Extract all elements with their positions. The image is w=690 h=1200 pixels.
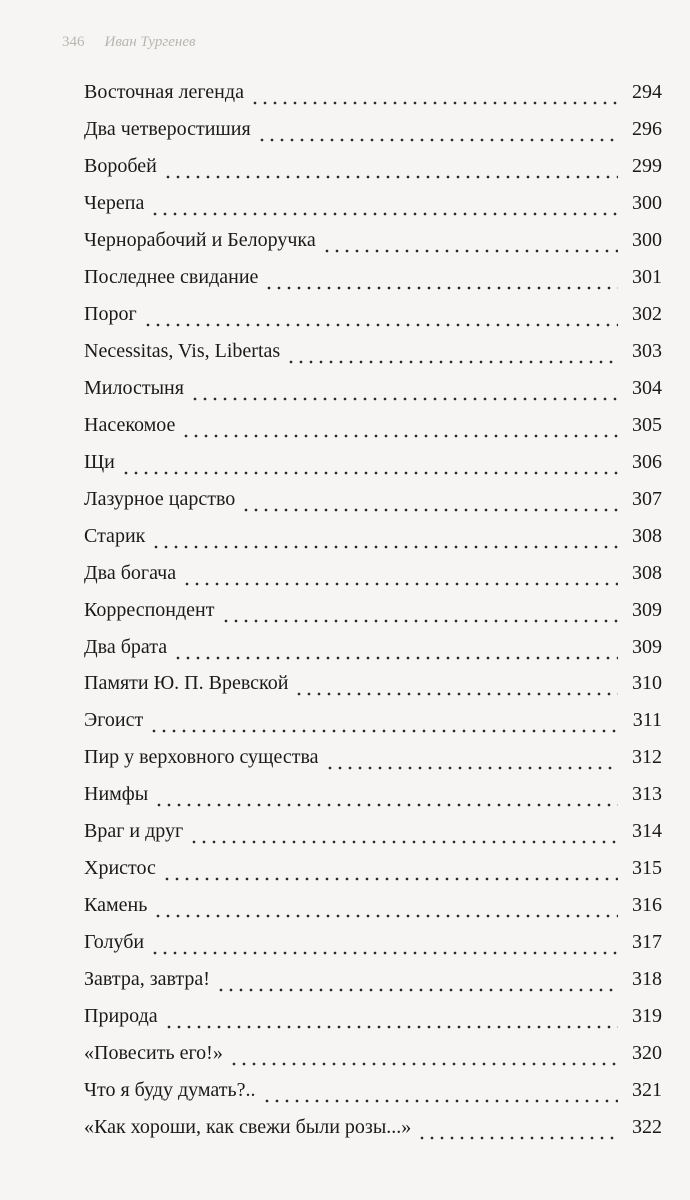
toc-entry-page: 308 <box>632 524 662 547</box>
toc-entry-page: 309 <box>632 635 662 658</box>
toc-entry <box>84 813 662 850</box>
running-header <box>62 34 196 51</box>
toc-entry-title: Насекомое <box>84 413 176 436</box>
toc-entry-page: 299 <box>632 155 662 178</box>
dot-leader <box>181 418 618 438</box>
toc-entry-page: 310 <box>632 672 662 695</box>
dot-leader <box>241 492 618 512</box>
toc-entry-title: Враг и друг <box>84 820 184 843</box>
toc-entry-page: 309 <box>632 598 662 621</box>
toc-entry-page: 307 <box>632 487 662 510</box>
dot-leader <box>221 603 619 623</box>
toc-entry-title: Милостыня <box>84 376 184 399</box>
dot-leader <box>264 270 618 290</box>
toc-entry-title: Два богача <box>84 561 177 584</box>
toc-entry-title: Природа <box>84 1004 158 1027</box>
dot-leader <box>257 122 618 142</box>
dot-leader <box>325 750 618 770</box>
dot-leader <box>294 676 618 696</box>
toc-entry-page: 308 <box>632 561 662 584</box>
toc-entry-title: Два брата <box>84 635 168 658</box>
dot-leader <box>229 1046 618 1066</box>
toc-entry <box>84 739 662 776</box>
toc-entry-page: 314 <box>632 820 662 843</box>
toc-entry <box>84 1108 662 1145</box>
toc-entry-title: Старик <box>84 524 146 547</box>
toc-entry-page: 296 <box>632 118 662 141</box>
toc-entry-page: 294 <box>632 81 662 104</box>
toc-entry-page: 316 <box>632 894 662 917</box>
toc-entry-page: 300 <box>632 229 662 252</box>
toc-entry-page: 306 <box>632 450 662 473</box>
toc-entry <box>84 887 662 924</box>
dot-leader <box>154 787 618 807</box>
toc-entry-title: «Как хороши, как свежи были розы...» <box>84 1115 412 1138</box>
toc-entry-page: 318 <box>632 967 662 990</box>
toc-entry-title: Христос <box>84 857 156 880</box>
toc-entry-page: 320 <box>632 1041 662 1064</box>
toc-entry-page: 300 <box>632 192 662 215</box>
dot-leader <box>162 861 618 881</box>
toc-entry <box>84 259 662 296</box>
toc-entry <box>84 222 662 259</box>
toc-entry-page: 304 <box>632 376 662 399</box>
dot-leader <box>121 455 618 475</box>
dot-leader <box>189 824 618 844</box>
table-of-contents <box>84 74 662 1145</box>
toc-entry <box>84 776 662 813</box>
dot-leader <box>216 972 618 992</box>
toc-entry-title: Что я буду думать?.. <box>84 1078 256 1101</box>
dot-leader <box>163 159 618 179</box>
toc-entry-page: 317 <box>632 931 662 954</box>
toc-entry-title: Корреспондент <box>84 598 215 621</box>
toc-entry-title: Завтра, завтра! <box>84 967 210 990</box>
toc-entry-page: 305 <box>632 413 662 436</box>
toc-entry-page: 311 <box>632 709 662 732</box>
toc-entry <box>84 665 662 702</box>
dot-leader <box>173 640 618 660</box>
toc-entry <box>84 480 662 517</box>
toc-entry <box>84 443 662 480</box>
header-page-number: 346 <box>62 34 85 50</box>
toc-entry-title: Нимфы <box>84 783 149 806</box>
toc-entry-title: Порог <box>84 303 137 326</box>
toc-entry-title: Камень <box>84 894 148 917</box>
toc-entry <box>84 333 662 370</box>
toc-entry-page: 312 <box>632 746 662 769</box>
toc-entry <box>84 961 662 998</box>
dot-leader <box>182 566 618 586</box>
toc-entry-title: Черепа <box>84 192 145 215</box>
dot-leader <box>250 85 618 105</box>
toc-entry-page: 313 <box>632 783 662 806</box>
toc-entry <box>84 554 662 591</box>
toc-entry-page: 319 <box>632 1004 662 1027</box>
dot-leader <box>417 1120 618 1140</box>
toc-entry-title: Щи <box>84 450 115 473</box>
toc-entry-page: 315 <box>632 857 662 880</box>
toc-entry <box>84 850 662 887</box>
toc-entry <box>84 370 662 407</box>
toc-entry-title: Чернорабочий и Белоручка <box>84 229 316 252</box>
dot-leader <box>164 1009 618 1029</box>
dot-leader <box>149 713 618 733</box>
toc-entry-title: Эгоист <box>84 709 144 732</box>
dot-leader <box>262 1083 618 1103</box>
toc-entry <box>84 924 662 961</box>
toc-entry <box>84 296 662 333</box>
toc-entry-page: 302 <box>632 303 662 326</box>
toc-entry-title: Голуби <box>84 931 145 954</box>
toc-entry-title: «Повесить его!» <box>84 1041 223 1064</box>
toc-entry-title: Воробей <box>84 155 157 178</box>
dot-leader <box>322 233 618 253</box>
toc-entry <box>84 517 662 554</box>
dot-leader <box>150 196 618 216</box>
dot-leader <box>143 307 618 327</box>
dot-leader <box>190 381 618 401</box>
toc-entry <box>84 702 662 739</box>
dot-leader <box>286 344 618 364</box>
toc-entry <box>84 148 662 185</box>
toc-entry-title: Necessitas, Vis, Libertas <box>84 340 281 363</box>
toc-entry-page: 322 <box>632 1115 662 1138</box>
toc-entry <box>84 1034 662 1071</box>
dot-leader <box>150 935 618 955</box>
toc-entry-page: 321 <box>632 1078 662 1101</box>
toc-entry-page: 301 <box>632 266 662 289</box>
toc-entry-title: Пир у верховного существа <box>84 746 319 769</box>
toc-entry <box>84 591 662 628</box>
toc-entry <box>84 997 662 1034</box>
toc-entry <box>84 111 662 148</box>
toc-entry-title: Последнее свидание <box>84 266 259 289</box>
toc-entry-title: Лазурное царство <box>84 487 236 510</box>
toc-entry-title: Памяти Ю. П. Вревской <box>84 672 289 695</box>
dot-leader <box>151 529 618 549</box>
header-running-title: Иван Тургенев <box>104 34 196 50</box>
toc-entry <box>84 628 662 665</box>
toc-entry-title: Восточная легенда <box>84 81 244 104</box>
toc-entry <box>84 406 662 443</box>
toc-entry-page: 303 <box>632 340 662 363</box>
toc-entry <box>84 1071 662 1108</box>
toc-entry <box>84 74 662 111</box>
toc-entry <box>84 185 662 222</box>
toc-entry-title: Два четверостишия <box>84 118 251 141</box>
dot-leader <box>153 898 618 918</box>
